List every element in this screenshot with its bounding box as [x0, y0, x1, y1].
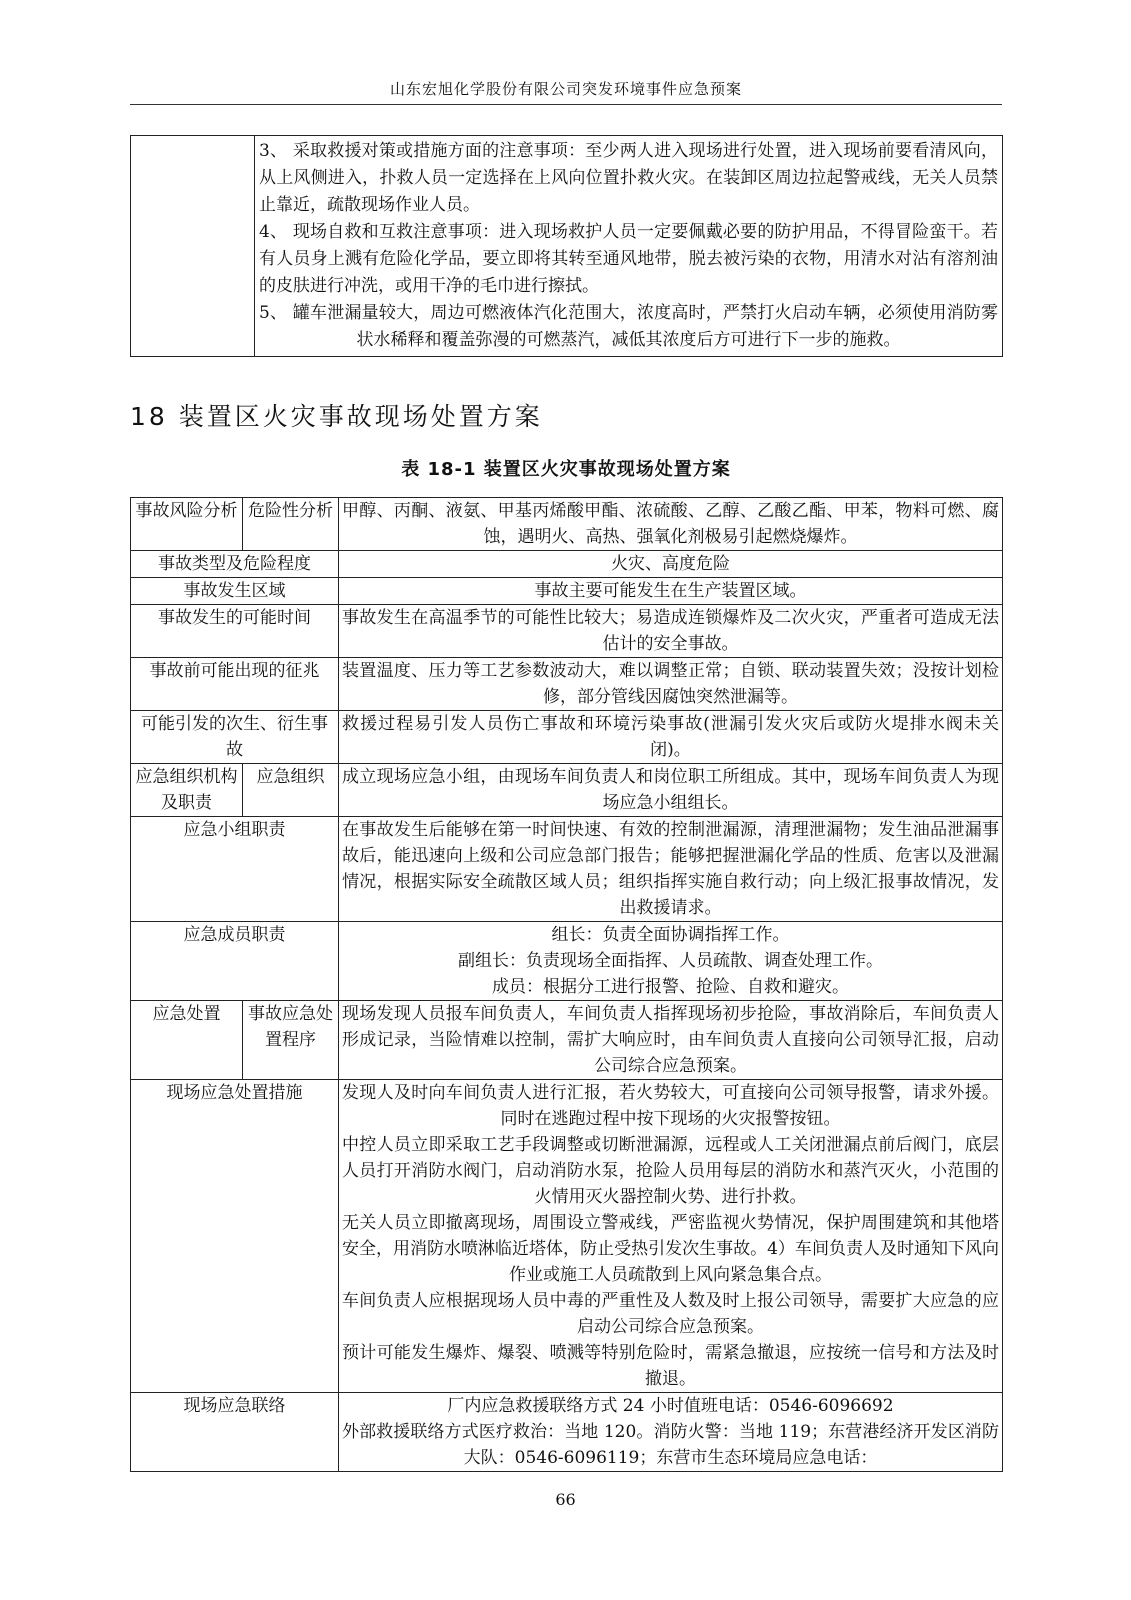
table-row: [131, 764, 1003, 817]
empty-left-cell: [131, 136, 255, 357]
table-row: [131, 498, 1003, 551]
member-duty-members: 成员：根据分工进行报警、抢险、自救和避灾。: [492, 977, 849, 997]
table-row: [131, 1001, 1003, 1080]
procedure-value: 现场发现人员报车间负责人，车间负责人指挥现场初步抢险，事故消除后，车间负责人形成记录，当险情难以控制，需扩大响应时，由车间负责人直接向公司领导汇报，启动公司综合应急预案。: [339, 1001, 1003, 1080]
precaution-item-5: 5、 罐车泄漏量较大，周边可燃液体汽化范围大，浓度高时，严禁打火启动车辆，必须使用消防雾状水稀释和覆盖弥漫的可燃蒸汽，减低其浓度后方可进行下一步的施救。: [259, 303, 998, 350]
table-row: [131, 1393, 1003, 1472]
precaution-list: [255, 136, 1003, 357]
member-duty-value: [339, 922, 1003, 1001]
accident-signs-label: 事故前可能出现的征兆: [131, 658, 339, 711]
page-number: 66: [555, 1490, 576, 1509]
section-title: 18 装置区火灾事故现场处置方案: [130, 402, 543, 431]
emergency-org-value: 成立现场应急小组，由现场车间负责人和岗位职工所组成。其中，现场车间负责人为现场应急小组组长。: [339, 764, 1003, 817]
measure-item: 中控人员立即采取工艺手段调整或切断泄漏源，远程或人工关闭泄漏点前后阀门，底层人员打开消防水阀门，启动消防水泵，抢险人员用每层的消防水和蒸汽灭火，小范围的火情用灭火器控制火势、进行扑救。: [342, 1135, 999, 1207]
member-duty-label: 应急成员职责: [131, 922, 339, 1001]
secondary-accident-label: 可能引发的次生、衍生事故: [131, 711, 339, 764]
measure-item: 发现人及时向车间负责人进行汇报，若火势较大，可直接向公司领导报警，请求外援。同时在逃跑过程中按下现场的火灾报警按钮。: [342, 1083, 999, 1129]
accident-type-value: 火灾、高度危险: [339, 551, 1003, 578]
precaution-item-4: 4、 现场自救和互救注意事项：进入现场救护人员一定要佩戴必要的防护用品，不得冒险蛮干。若有人员身上溅有危险化学品，要立即将其转至通风地带，脱去被污染的衣物，用清水对沾有溶剂油的皮肤进行冲洗，或用干净的毛巾进行擦拭。: [259, 222, 998, 296]
fire-response-table: [130, 497, 1003, 1472]
hazard-analysis-label: 危险性分析: [243, 498, 339, 551]
accident-type-label: 事故类型及危险程度: [131, 551, 339, 578]
accident-time-label: 事故发生的可能时间: [131, 605, 339, 658]
table-caption: 表 18-1 装置区火灾事故现场处置方案: [401, 459, 731, 480]
response-label: 应急处置: [131, 1001, 243, 1080]
contact-label: 现场应急联络: [131, 1393, 339, 1472]
accident-area-value: 事故主要可能发生在生产装置区域。: [339, 578, 1003, 605]
accident-area-label: 事故发生区域: [131, 578, 339, 605]
table-row: [131, 658, 1003, 711]
risk-analysis-label: 事故风险分析: [131, 498, 243, 551]
header-rule: [130, 104, 1002, 105]
table-row: [131, 922, 1003, 1001]
table-row: [131, 578, 1003, 605]
table-row: [131, 817, 1003, 922]
member-duty-deputy: 副组长：负责现场全面指挥、人员疏散、调查处理工作。: [458, 951, 883, 971]
measure-item: 预计可能发生爆炸、爆裂、喷溅等特别危险时，需紧急撤退，应按统一信号和方法及时撤退。: [342, 1343, 999, 1389]
group-duty-value: 在事故发生后能够在第一时间快速、有效的控制泄漏源，清理泄漏物；发生油品泄漏事故后，能迅速向上级和公司应急部门报告；能够把握泄漏化学品的性质、危害以及泄漏情况，根据实际安全疏散区域人员；组织指挥实施自救行动；向上级汇报事故情况，发出救援请求。: [339, 817, 1003, 922]
hazard-analysis-value: 甲醇、丙酮、液氨、甲基丙烯酸甲酯、浓硫酸、乙醇、乙酸乙酯、甲苯，物料可燃、腐蚀，遇明火、高热、强氧化剂极易引起燃烧爆炸。: [339, 498, 1003, 551]
measure-item: 无关人员立即撤离现场，周围设立警戒线，严密监视火势情况，保护周围建筑和其他塔安全，用消防水喷淋临近塔体，防止受热引发次生事故。4）车间负责人及时通知下风向作业或施工人员疏散到上风向紧急集合点。: [342, 1213, 999, 1285]
table-row: [131, 1080, 1003, 1393]
emergency-org-label: 应急组织: [243, 764, 339, 817]
table-row: [131, 605, 1003, 658]
contact-value: [339, 1393, 1003, 1472]
measures-label: 现场应急处置措施: [131, 1080, 339, 1393]
measure-item: 车间负责人应根据现场人员中毒的严重性及人数及时上报公司领导，需要扩大应急的应启动公司综合应急预案。: [342, 1291, 999, 1337]
table-row: [131, 551, 1003, 578]
accident-signs-value: 装置温度、压力等工艺参数波动大，难以调整正常；自锁、联动装置失效；没按计划检修，部分管线因腐蚀突然泄漏等。: [339, 658, 1003, 711]
org-structure-label: 应急组织机构及职责: [131, 764, 243, 817]
measures-value: [339, 1080, 1003, 1393]
external-contact: 外部救援联络方式医疗救治：当地 120。消防火警：当地 119；东营港经济开发区消防大队：0546-6096119；东营市生态环境局应急电话：: [342, 1422, 999, 1468]
table-row: [131, 711, 1003, 764]
internal-contact: 厂内应急救援联络方式 24 小时值班电话：0546-6096692: [447, 1396, 894, 1416]
procedure-label: 事故应急处置程序: [243, 1001, 339, 1080]
running-header: 山东宏旭化学股份有限公司突发环境事件应急预案: [389, 80, 742, 98]
member-duty-leader: 组长：负责全面协调指挥工作。: [551, 925, 790, 945]
accident-time-value: 事故发生在高温季节的可能性比较大；易造成连锁爆炸及二次火灾，严重者可造成无法估计的安全事故。: [339, 605, 1003, 658]
precaution-item-3: 3、 采取救援对策或措施方面的注意事项：至少两人进入现场进行处置，进入现场前要看清风向，从上风侧进入，扑救人员一定选择在上风向位置扑救火灾。在装卸区周边拉起警戒线，无关人员禁止靠近，疏散现场作业人员。: [259, 141, 998, 215]
previous-table-continuation: [130, 135, 1003, 357]
secondary-accident-value: 救援过程易引发人员伤亡事故和环境污染事故(泄漏引发火灾后或防火堤排水阀未关闭)。: [339, 711, 1003, 764]
group-duty-label: 应急小组职责: [131, 817, 339, 922]
